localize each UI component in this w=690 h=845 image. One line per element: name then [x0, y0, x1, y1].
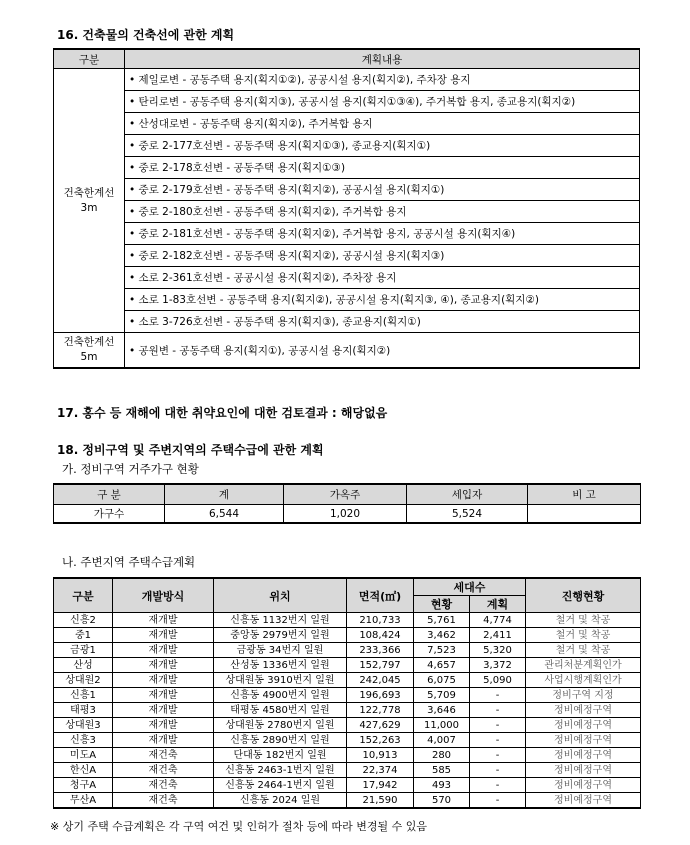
planned-households-cell: 3,372 — [470, 658, 526, 673]
method-cell: 재개발 — [113, 613, 214, 628]
method-cell: 재건축 — [113, 793, 214, 809]
status-cell: 철거 및 착공 — [526, 643, 641, 658]
cell-total: 6,544 — [165, 505, 284, 524]
table-row — [54, 69, 640, 91]
status-cell: 정비예정구역 — [526, 778, 641, 793]
status-cell: 철거 및 착공 — [526, 613, 641, 628]
cell-remarks — [528, 505, 641, 524]
plan-item: • 중로 2-180호선변 - 공동주택 용지(획지②), 주거복합 용지 — [125, 201, 640, 223]
header-plan: 계획 — [470, 596, 526, 613]
district-name-cell: 청구A — [54, 778, 113, 793]
planned-households-cell: 5,320 — [470, 643, 526, 658]
status-cell: 철거 및 착공 — [526, 628, 641, 643]
planned-households-cell: - — [470, 688, 526, 703]
location-cell: 신흥동 2464-1번지 일원 — [214, 778, 347, 793]
current-households-cell: 7,523 — [414, 643, 470, 658]
planned-households-cell: 5,090 — [470, 673, 526, 688]
district-name-cell: 무산A — [54, 793, 113, 809]
area-cell: 242,045 — [347, 673, 414, 688]
table-row — [54, 245, 640, 267]
category-width: 5m — [80, 351, 98, 363]
category-label: 건축한계선 — [63, 336, 115, 348]
district-name-cell: 한신A — [54, 763, 113, 778]
table-row — [54, 643, 641, 658]
household-status-table — [53, 483, 641, 524]
location-cell: 산성동 1336번지 일원 — [214, 658, 347, 673]
plan-item: • 제일로변 - 공동주택 용지(획지①②), 공공시설 용지(획지②), 주차장 용지 — [125, 69, 640, 91]
table-row — [54, 311, 640, 333]
status-cell: 정비예정구역 — [526, 748, 641, 763]
header-total: 계 — [165, 484, 284, 505]
area-cell: 210,733 — [347, 613, 414, 628]
method-cell: 재건축 — [113, 748, 214, 763]
plan-item: • 공원변 - 공동주택 용지(획지①), 공공시설 용지(획지②) — [125, 333, 640, 369]
header-type: 구 분 — [54, 484, 165, 505]
district-name-cell: 산성 — [54, 658, 113, 673]
district-name-cell: 신흥1 — [54, 688, 113, 703]
category-width: 3m — [80, 201, 98, 214]
current-households-cell: 3,646 — [414, 703, 470, 718]
status-cell: 정비예정구역 — [526, 733, 641, 748]
area-cell: 152,797 — [347, 658, 414, 673]
current-households-cell: 280 — [414, 748, 470, 763]
status-cell: 정비예정구역 — [526, 703, 641, 718]
district-name-cell: 중1 — [54, 628, 113, 643]
table-row — [54, 223, 640, 245]
header-remarks: 비 고 — [528, 484, 641, 505]
header-status: 진행현황 — [526, 578, 641, 613]
header-method: 개발방식 — [113, 578, 214, 613]
status-cell: 정비예정구역 — [526, 793, 641, 809]
current-households-cell: 4,007 — [414, 733, 470, 748]
planned-households-cell: - — [470, 718, 526, 733]
table-row — [54, 673, 641, 688]
header-owner: 가옥주 — [284, 484, 407, 505]
method-cell: 재개발 — [113, 733, 214, 748]
area-cell: 196,693 — [347, 688, 414, 703]
plan-item: • 소로 1-83호선변 - 공동주택 용지(획지②), 공공시설 용지(획지③, ④), 종교용지(획지②) — [125, 289, 640, 311]
method-cell: 재개발 — [113, 643, 214, 658]
table-row — [54, 688, 641, 703]
area-cell: 122,778 — [347, 703, 414, 718]
method-cell: 재개발 — [113, 688, 214, 703]
table-row — [54, 763, 641, 778]
table-row — [54, 793, 641, 809]
district-name-cell: 상대원2 — [54, 673, 113, 688]
table-row — [54, 157, 640, 179]
table-row — [54, 91, 640, 113]
location-cell: 상대원동 2780번지 일원 — [214, 718, 347, 733]
location-cell: 신흥동 2463-1번지 일원 — [214, 763, 347, 778]
status-cell: 정비예정구역 — [526, 763, 641, 778]
plan-item: • 중로 2-181호선변 - 공동주택 용지(획지②), 주거복합 용지, 공공시설 용지(획지④) — [125, 223, 640, 245]
footnote: ※ 상기 주택 수급계획은 각 구역 여건 및 인허가 절차 등에 따라 변경될 수 있음 — [50, 820, 427, 833]
district-name-cell: 신흥3 — [54, 733, 113, 748]
location-cell: 신흥동 4900번지 일원 — [214, 688, 347, 703]
table-row — [54, 179, 640, 201]
table-row — [54, 748, 641, 763]
status-cell: 정비예정구역 — [526, 718, 641, 733]
housing-supply-table — [53, 577, 641, 809]
header-tenant: 세입자 — [407, 484, 528, 505]
table-row — [54, 267, 640, 289]
district-name-cell: 태평3 — [54, 703, 113, 718]
current-households-cell: 493 — [414, 778, 470, 793]
district-name-cell: 상대원3 — [54, 718, 113, 733]
planned-households-cell: 2,411 — [470, 628, 526, 643]
area-cell: 108,424 — [347, 628, 414, 643]
area-cell: 427,629 — [347, 718, 414, 733]
table-row — [54, 703, 641, 718]
current-households-cell: 5,761 — [414, 613, 470, 628]
header-area: 면적(㎡) — [347, 578, 414, 613]
section17-title: 17. 홍수 등 재해에 대한 취약요인에 대한 검토결과 : 해당없음 — [57, 406, 388, 420]
category-cell — [54, 333, 125, 369]
category-cell — [54, 69, 125, 333]
location-cell: 태평동 4580번지 일원 — [214, 703, 347, 718]
section18-title: 18. 정비구역 및 주변지역의 주택수급에 관한 계획 — [57, 443, 324, 457]
current-households-cell: 4,657 — [414, 658, 470, 673]
planned-households-cell: - — [470, 763, 526, 778]
area-cell: 10,913 — [347, 748, 414, 763]
cell-tenant: 5,524 — [407, 505, 528, 524]
location-cell: 금광동 34번지 일원 — [214, 643, 347, 658]
housing-supply-rows — [54, 613, 641, 809]
location-cell: 신흥동 2890번지 일원 — [214, 733, 347, 748]
current-households-cell: 570 — [414, 793, 470, 809]
table-row — [54, 718, 641, 733]
table-row — [54, 333, 640, 369]
section16-title: 16. 건축물의 건축선에 관한 계획 — [57, 28, 235, 42]
district-name-cell: 금광1 — [54, 643, 113, 658]
area-cell: 17,942 — [347, 778, 414, 793]
header-type: 구분 — [54, 578, 113, 613]
area-cell: 21,590 — [347, 793, 414, 809]
current-households-cell: 6,075 — [414, 673, 470, 688]
plan-item: • 중로 2-178호선변 - 공동주택 용지(획지①③) — [125, 157, 640, 179]
current-households-cell: 585 — [414, 763, 470, 778]
district-name-cell: 미도A — [54, 748, 113, 763]
table-row — [54, 733, 641, 748]
plan-item: • 중로 2-179호선변 - 공동주택 용지(획지②), 공공시설 용지(획지①) — [125, 179, 640, 201]
table-row — [54, 289, 640, 311]
category-label: 건축한계선 — [63, 186, 115, 199]
col-content-header: 계획내용 — [125, 49, 640, 69]
table-row — [54, 201, 640, 223]
plan-item: • 산성대로변 - 공동주택 용지(획지②), 주거복합 용지 — [125, 113, 640, 135]
area-cell: 152,263 — [347, 733, 414, 748]
building-line-table — [53, 48, 640, 369]
table-row — [54, 135, 640, 157]
plan-item: • 탄리로변 - 공동주택 용지(획지③), 공공시설 용지(획지①③④), 주거복합 용지, 종교용지(획지②) — [125, 91, 640, 113]
plan-item: • 중로 2-177호선변 - 공동주택 용지(획지①③), 종교용지(획지①) — [125, 135, 640, 157]
planned-households-cell: - — [470, 748, 526, 763]
status-cell: 관리처분계획인가 — [526, 658, 641, 673]
method-cell: 재개발 — [113, 628, 214, 643]
plan-item: • 중로 2-182호선변 - 공동주택 용지(획지②), 공공시설 용지(획지③) — [125, 245, 640, 267]
location-cell: 상대원동 3910번지 일원 — [214, 673, 347, 688]
planned-households-cell: - — [470, 793, 526, 809]
location-cell: 단대동 182번지 일원 — [214, 748, 347, 763]
status-cell: 정비구역 지정 — [526, 688, 641, 703]
table-row — [54, 113, 640, 135]
current-households-cell: 11,000 — [414, 718, 470, 733]
district-name-cell: 신흥2 — [54, 613, 113, 628]
location-cell: 신흥동 1132번지 일원 — [214, 613, 347, 628]
current-households-cell: 3,462 — [414, 628, 470, 643]
method-cell: 재개발 — [113, 658, 214, 673]
location-cell: 신흥동 2024 일원 — [214, 793, 347, 809]
planned-households-cell: 4,774 — [470, 613, 526, 628]
method-cell: 재건축 — [113, 778, 214, 793]
table-row — [54, 628, 641, 643]
subsection-b-title: 나. 주변지역 주택수급계획 — [62, 555, 196, 569]
header-households: 세대수 — [414, 578, 526, 596]
subsection-a-title: 가. 정비구역 거주가구 현황 — [62, 462, 199, 476]
method-cell: 재개발 — [113, 718, 214, 733]
planned-households-cell: - — [470, 778, 526, 793]
table-row — [54, 613, 641, 628]
area-cell: 233,366 — [347, 643, 414, 658]
plan-item: • 소로 3-726호선변 - 공동주택 용지(획지③), 종교용지(획지①) — [125, 311, 640, 333]
method-cell: 재건축 — [113, 763, 214, 778]
cell-households-label: 가구수 — [54, 505, 165, 524]
plan-item: • 소로 2-361호선변 - 공공시설 용지(획지②), 주차장 용지 — [125, 267, 640, 289]
table-row — [54, 778, 641, 793]
area-cell: 22,374 — [347, 763, 414, 778]
building-line-rows — [54, 69, 640, 369]
planned-households-cell: - — [470, 733, 526, 748]
header-location: 위치 — [214, 578, 347, 613]
status-cell: 사업시행계획인가 — [526, 673, 641, 688]
method-cell: 재개발 — [113, 673, 214, 688]
planned-households-cell: - — [470, 703, 526, 718]
col-category-header: 구분 — [54, 49, 125, 69]
current-households-cell: 5,709 — [414, 688, 470, 703]
method-cell: 재개발 — [113, 703, 214, 718]
cell-owner: 1,020 — [284, 505, 407, 524]
header-current: 현황 — [414, 596, 470, 613]
table-row — [54, 658, 641, 673]
location-cell: 중앙동 2979번지 일원 — [214, 628, 347, 643]
